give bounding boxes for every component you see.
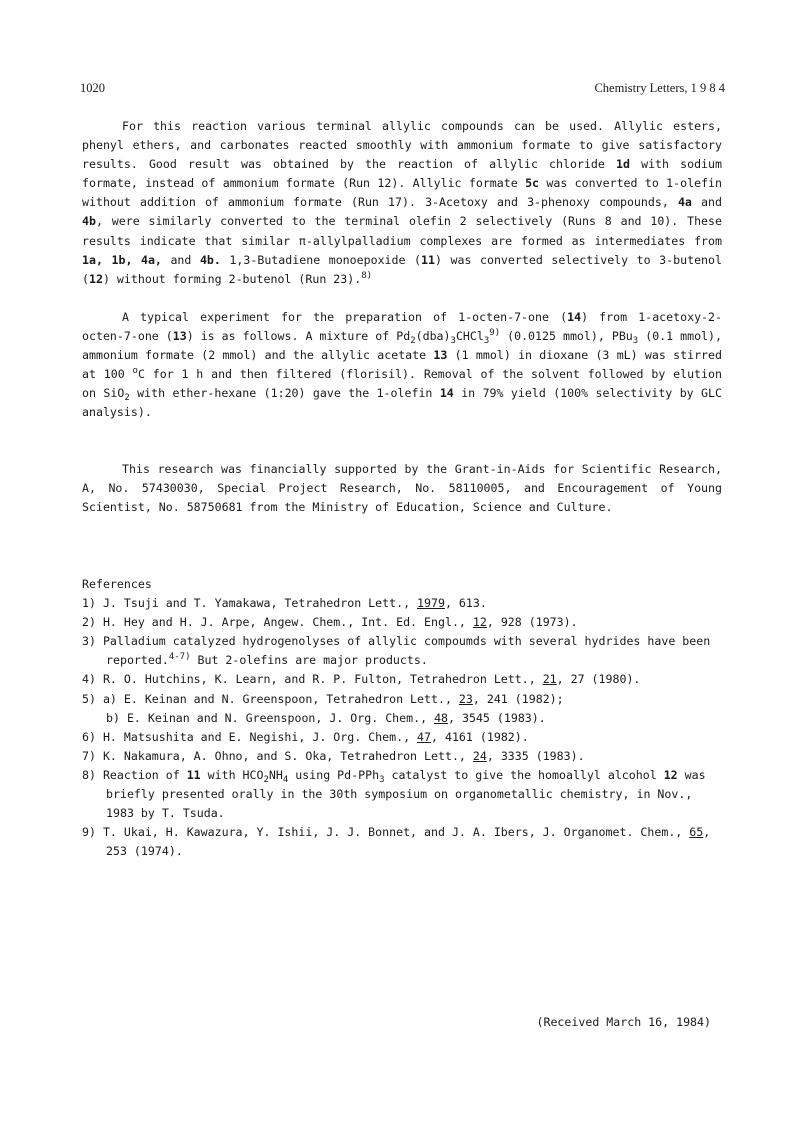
page-number: 1020 <box>80 81 105 95</box>
compound-label: 1d <box>616 157 630 172</box>
compound-label: 4b <box>82 214 96 229</box>
citation-superscript: 9) <box>489 328 501 339</box>
compound-label: 4a <box>677 195 692 210</box>
citation-superscript: 8) <box>361 270 373 281</box>
compound-label: 1a, 1b, 4a, <box>82 252 162 267</box>
reference-item: 1) J. Tsuji and T. Yamakawa, Tetrahedron Lett., 1979, 613. <box>82 596 487 611</box>
compound-label: 11 <box>421 252 435 267</box>
references-section <box>82 575 722 861</box>
references-list <box>82 594 722 861</box>
reference-item: 5) a) E. Keinan and N. Greenspoon, Tetrahedron Lett., 23, 241 (1982); <box>82 691 564 706</box>
reference-item: 8) Reaction of 11 with $HCO_2NH_4$ using Pd-PPh$_3$ catalyst to give the homoallyl alcohol 12 was briefly presented orally in the 30th symposium on organometallic chemistry, in Nov., 1983 by T. Tsuda. <box>82 767 706 821</box>
references-title: References <box>82 577 152 591</box>
reference-item: b) E. Keinan and N. Greenspoon, J. Org. Chem., 48, 3545 (1983). <box>106 710 546 725</box>
received-date: (Received March 16, 1984) <box>536 1015 711 1029</box>
compound-label: 12 <box>88 271 103 286</box>
acknowledgment-paragraph: This research was financially supported by the Grant-in-Aids for Scientific Research, A, No. 57430030, Special Project Research, No. 58110005, and Encouragement of Young Scientist, No. 58750681 from the Ministry of Education, Science and Culture. <box>82 462 722 515</box>
reference-item: 6) H. Matsushita and E. Negishi, J. Org. Chem., 47, 4161 (1982). <box>82 729 529 744</box>
paragraph-allylic-compounds: For this reaction various terminal allylic compounds can be used. Allylic esters, phenyl ethers, and carbonates reacted smoothly with ammonium formate to give satisfactory results. Good result was obtained by the reaction of allylic chloride 1d with sodium formate, instead of ammonium formate (Run 12). Allylic formate 5c was converted to 1-olefin without addition of ammonium formate (Run 17). 3-Acetoxy and 3-phenoxy compounds, 4a and 4b, were similarly converted to the terminal olefin 2 selectively (Runs 8 and 10). These results indicate that similar π-allylpalladium complexes are formed as intermediates from 1a, 1b, 4a, and 4b. 1,3-Butadiene monoepoxide (11) was converted selectively to 3-butenol (12) without forming 2-butenol (Run 23).$^{8)}$ <box>82 119 723 286</box>
reference-item: 2) H. Hey and H. J. Arpe, Angew. Chem., Int. Ed. Engl., 12, 928 (1973). <box>82 615 578 630</box>
compound-label: 5c <box>525 176 540 191</box>
journal-running-head: Chemistry Letters, 1 9 8 4 <box>594 81 725 95</box>
reference-item: 7) K. Nakamura, A. Ohno, and S. Oka, Tetrahedron Lett., 24, 3335 (1983). <box>82 748 585 763</box>
reference-item: 9) T. Ukai, H. Kawazura, Y. Ishii, J. J. Bonnet, and J. A. Ibers, J. Organomet. Chem., 65, 253 (1974). <box>82 825 711 859</box>
compound-label: 4b. <box>199 252 221 267</box>
reference-item: 4) R. O. Hutchins, K. Learn, and R. P. Fulton, Tetrahedron Lett., 21, 27 (1980). <box>82 672 641 687</box>
reference-item: 3) Palladium catalyzed hydrogenolyses of allylic compoumds with several hydrides have been reported.$^{4-7)}$ But 2-olefins are major products. <box>82 634 711 668</box>
paragraph-typical-experiment: A typical experiment for the preparation of 1-octen-7-one (14) from 1-acetoxy-2-octen-7-one (13) is as follows. A mixture of $Pd_2(dba)_3CHCl_3^{9)}$ (0.0125 mmol), PBu$_3$ (0.1 mmol), ammonium formate (2 mmol) and the allylic acetate 13 (1 mmol) in dioxane (3 mL) was stirred at 100 $^o$C for 1 h and then filtered (florisil). Removal of the solvent followed by elution on SiO$_2$ with ether-hexane (1:20) gave the 1-olefin 14 in 79% yield (100% selectivity by GLC analysis). <box>82 310 723 420</box>
